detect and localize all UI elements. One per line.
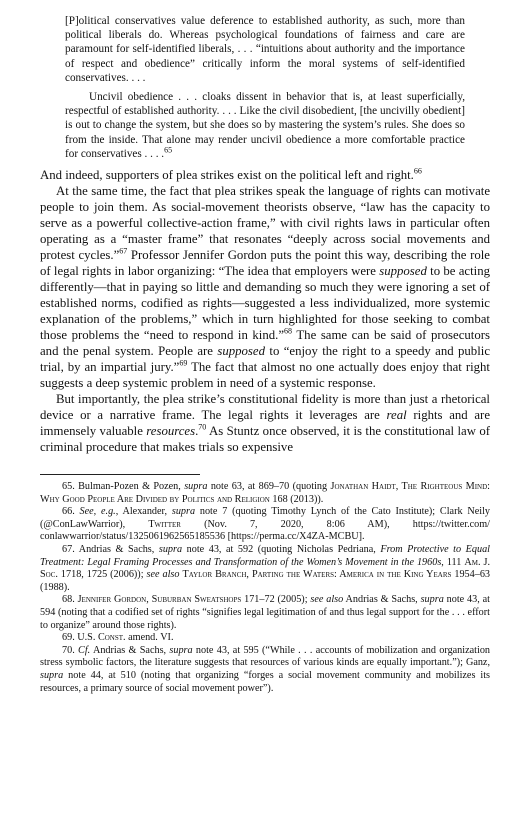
body-text: [40, 167, 490, 455]
footnote-ref[interactable]: 69: [179, 358, 188, 368]
footnote-ref[interactable]: 68: [284, 326, 293, 336]
body-paragraph: And indeed, supporters of plea strikes exist on the political left and right.$^{66}$: [40, 166, 422, 183]
block-quote: [65, 14, 465, 161]
block-quote-paragraph: [P]olitical conservatives value deference to established authority, as such, more than political liberals do. Whereas psychological foundations of fairness and care are paramount for self-identified liberals, . . . “intuitions about authority and the importance of respect and obedience” critically inform the moral systems of self-identified conservatives. . . .: [65, 15, 465, 84]
footnote-67: 67. Andrias & Sachs, supra note 43, at 592 (quoting Nicholas Pedriana, From Protective to Equal Treatment: Legal Framing Processes and Transformation of the Women’s Movement in the 1960s, 111 Am. J. Soc. 1718, 1725 (2006)); see also Taylor Branch, Parting the Waters: America in the King Years 1954–63 (1988).: [40, 544, 491, 593]
footnote-65: 65. Bulman-Pozen & Pozen, supra note 63, at 869–70 (quoting Jonathan Haidt, The Righteous Mind: Why Good People Are Divided by Politics and Religion 168 (2013)).: [40, 481, 490, 505]
footnote-ref[interactable]: 67: [119, 246, 128, 256]
footnote-ref[interactable]: 66: [413, 166, 422, 176]
footnote-68: 68. Jennifer Gordon, Suburban Sweatshops 171–72 (2005); see also Andrias & Sachs, supra note 43, at 594 (noting that a codified set of rights “signifies legal legitimation of and thus legal support for the . . . effort to organize” around those rights).: [40, 594, 490, 631]
footnote-66: 66. See, e.g., Alexander, supra note 7 (quoting Timothy Lynch of the Cato Institute); Clark Neily (@ConLawWarrior), Twitter (Nov. 7, 2020, 8:06 AM), https://twitter.com/ conlawwarrior/status/1325061962565185536 [https://perma.cc/X4ZA-MCBU].: [40, 506, 490, 543]
footnote-69: 69. U.S. Const. amend. VI.: [62, 632, 174, 644]
body-paragraph: At the same time, the fact that plea strikes speak the language of rights can motivate people to join them. As social-movement theorists observe, “law has the capacity to serve as a powerful collective-action frame,” with civil rights laws in particular often operating as a “master frame” that resonates “deeply across social movements and protest cycles.”$^{67}$ Professor Jennifer Gordon puts the point this way, describing the role of legal rights in labor organizing: “The idea that employers were supposed to be acting differently—that in paying so little and demanding so much they were ignoring a set of established norms, codified as rights—suggested a less individualized, more systemic explanation of the problems,” which in turn highlighted for those seeking to combat those problems the “need to respond in kind.”$^{68}$ The same can be said of prosecutors and the penal system. People are supposed to “enjoy the right to a speedy and public trial, by an impartial jury.”$^{69}$ The fact that almost no one actually does enjoy that right suggests a deep systemic problem in need of a systemic response.: [40, 184, 490, 391]
body-paragraph: But importantly, the plea strike’s constitutional fidelity is more than just a rhetorical device or a narrative frame. The legal rights it leverages are real rights and are immensely valuable resources.$^{70}$ As Stuntz once observed, it is the constitutional law of criminal procedure that makes trials so expensive: [40, 392, 491, 455]
footnote-divider: [40, 474, 200, 475]
footnote-ref[interactable]: 70: [198, 422, 207, 432]
footnote-70: 70. Cf. Andrias & Sachs, supra note 43, at 595 (“While . . . accounts of mobilization and organization stress symbolic factors, the literature suggests that resources of various kinds are equally important.”); Ganz, supra note 44, at 510 (noting that organizing “forges a social movement community and mobilizes its resources, a primary source of social movement power”).: [40, 644, 491, 694]
block-quote-paragraph: Uncivil obedience . . . cloaks dissent in behavior that is, at least superficially, respectful of established authority. . . . Like the civil disobedient, [the uncivilly obedient] is out to change the system, but she does so by mastering the system’s rules. She does so from the inside. That alone may render uncivil obedience a more comfortable practice for conservatives . . . .$^{65}$: [65, 91, 465, 160]
footnote-ref[interactable]: 65: [164, 145, 173, 155]
footnotes: [40, 481, 490, 695]
